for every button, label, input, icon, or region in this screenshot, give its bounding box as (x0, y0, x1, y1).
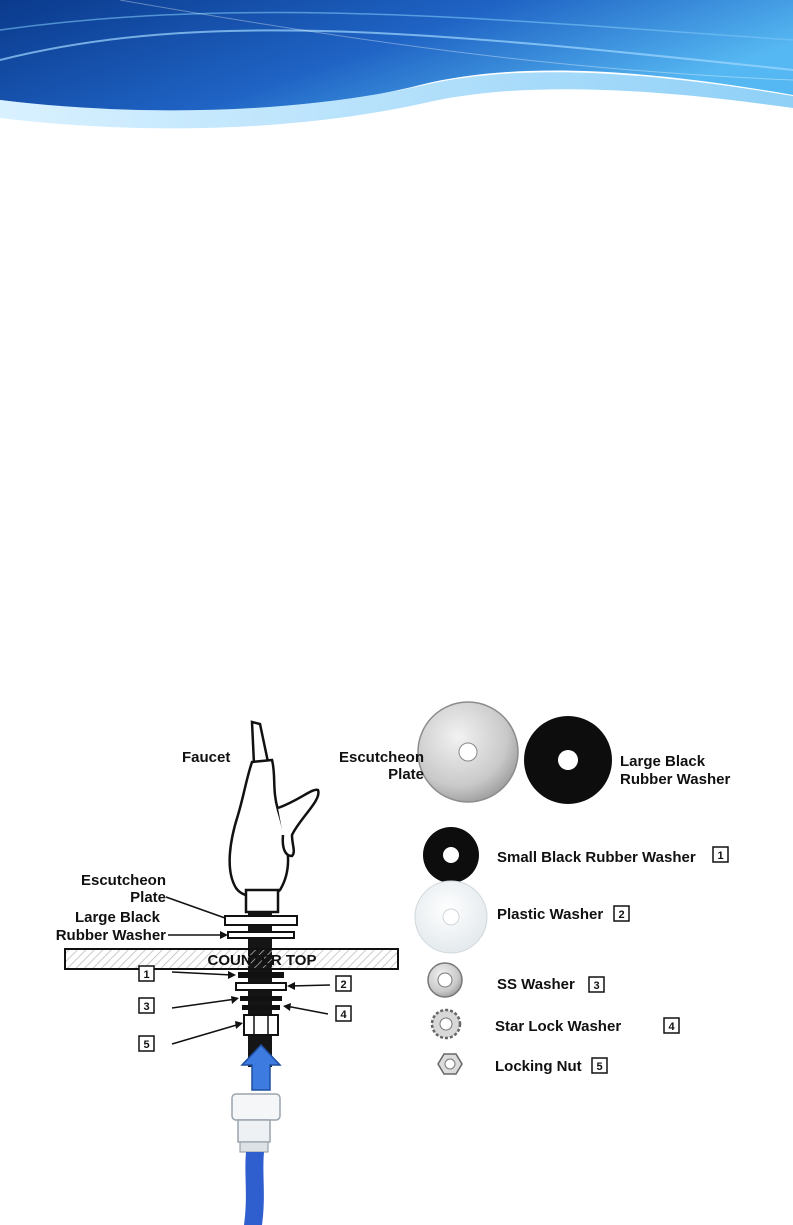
part-2-label: Plastic Washer (497, 906, 604, 923)
part-4-num: 4 (668, 1021, 675, 1033)
large-washer-photo-label-line1: Large Black (620, 753, 706, 770)
svg-text:2: 2 (340, 979, 347, 991)
plastic-washer-photo (415, 881, 487, 953)
callout-3 (139, 996, 239, 1013)
svg-text:1: 1 (143, 969, 150, 981)
escutcheon-photo-label-line2: Plate (388, 766, 424, 783)
callout-2 (287, 976, 351, 991)
svg-text:3: 3 (143, 1001, 150, 1013)
faucet-label: Faucet (182, 749, 231, 766)
ss-washer-side (240, 996, 282, 1001)
quick-connect-fitting (232, 1094, 280, 1152)
large-washer-label-line2: Rubber Washer (55, 927, 166, 944)
svg-text:4: 4 (340, 1009, 347, 1021)
escutcheon-label-line2: Plate (130, 889, 166, 906)
part-3-num: 3 (593, 980, 600, 992)
star-lock-washer-side (242, 1005, 280, 1010)
large-washer-label-line1: Large Black (74, 909, 160, 926)
escutcheon-label-line1: Escutcheon (80, 872, 166, 889)
part-4-label: Star Lock Washer (495, 1018, 622, 1035)
water-inlet-arrow (242, 1045, 280, 1090)
water-tube (244, 1152, 264, 1225)
part-5-num: 5 (596, 1061, 603, 1073)
small-rubber-washer-side (238, 972, 284, 978)
callout-4 (283, 1003, 351, 1021)
plastic-washer-side (236, 983, 286, 990)
svg-text:5: 5 (143, 1039, 150, 1051)
part-2-num: 2 (618, 909, 625, 921)
large-black-washer-photo (524, 716, 612, 804)
part-3-label: SS Washer (497, 976, 575, 993)
locking-nut-side (244, 1015, 278, 1035)
counter-top-label: COUNTER TOP (207, 952, 317, 969)
star-lock-washer-photo (432, 1010, 460, 1038)
escutcheon-plate-photo (418, 702, 518, 802)
escutcheon-plate-side (225, 916, 297, 925)
ss-washer-photo (428, 963, 462, 997)
part-1-num: 1 (717, 850, 724, 862)
large-washer-side (228, 932, 294, 938)
locking-nut-photo (438, 1054, 462, 1074)
callout-5 (139, 1021, 243, 1051)
small-black-washer-photo (423, 827, 479, 883)
part-1-label: Small Black Rubber Washer (497, 849, 696, 866)
large-washer-photo-label-line2: Rubber Washer (620, 771, 731, 788)
part-5-label: Locking Nut (495, 1058, 582, 1075)
faucet-drawing (230, 722, 319, 912)
escutcheon-photo-label-line1: Escutcheon (338, 749, 424, 766)
